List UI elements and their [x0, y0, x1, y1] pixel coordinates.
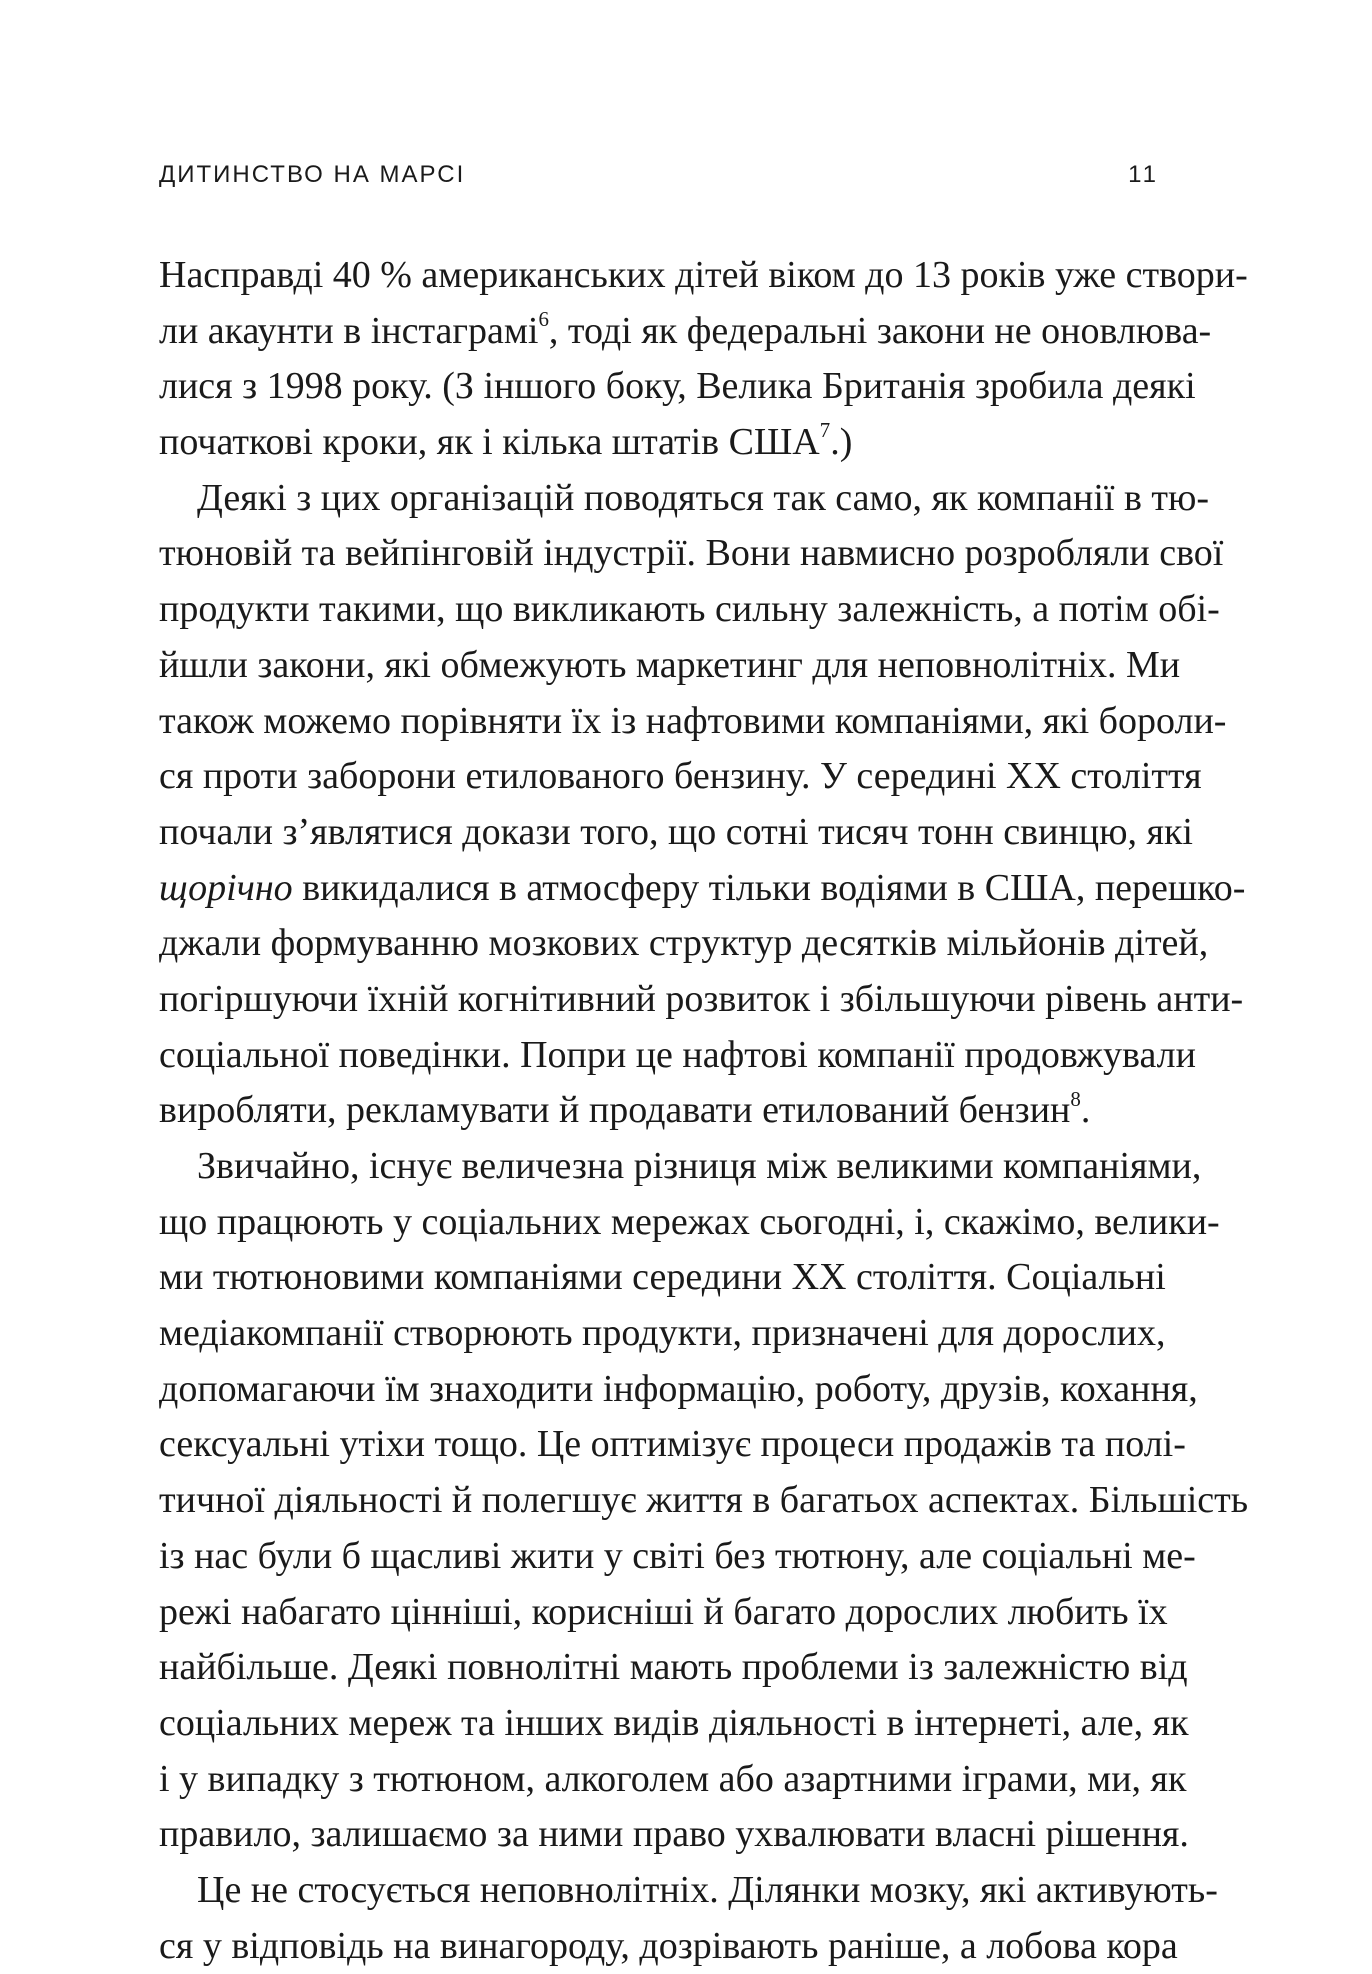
footnote-ref: 6: [538, 306, 549, 331]
text-line: і у випадку з тютюном, алкоголем або азартними іграми, ми, як: [159, 1757, 1187, 1800]
text-line: джали формуванню мозкових структур десятків мільйонів дітей,: [159, 922, 1209, 965]
emphasis: щорічно: [159, 866, 293, 909]
text-line: продукти такими, що викликають сильну залежність, а потім обі-: [159, 588, 1220, 631]
text-line: сексуальні утіхи тощо. Це оптимізує процеси продажів та полі-: [159, 1423, 1186, 1466]
text-line: найбільше. Деякі повнолітні мають проблеми із залежністю від: [159, 1646, 1188, 1689]
text-line: режі набагато цінніші, корисніші й багато дорослих любить їх: [159, 1590, 1168, 1633]
text-line: тюновій та вейпінговій індустрії. Вони навмисно розробляли свої: [159, 532, 1224, 575]
text-line: також можемо порівняти їх із нафтовими компаніями, які бороли-: [159, 699, 1227, 742]
text-line: виробляти, рекламувати й продавати етилований бензин$^8$.: [159, 1086, 1091, 1132]
text-line: почали з’являтися докази того, що сотні тисяч тонн свинцю, які: [159, 810, 1193, 853]
text-line: медіакомпанії створюють продукти, призначені для дорослих,: [159, 1312, 1166, 1355]
text-line: ся проти заборони етилованого бензину. У середині XX століття: [159, 755, 1202, 798]
text-line: йшли закони, які обмежують маркетинг для неповнолітніх. Ми: [159, 643, 1181, 686]
text-line: соціальної поведінки. Попри це нафтові компанії продовжували: [159, 1033, 1196, 1076]
running-title: ДИТИНСТВО НА МАРСІ: [159, 161, 466, 188]
text-line: ся у відповідь на винагороду, дозрівають раніше, а лобова кора: [159, 1924, 1178, 1967]
text-line: Насправді 40 % американських дітей віком до 13 років уже створи-: [159, 254, 1248, 296]
body-text: [159, 248, 1249, 1974]
running-header: [159, 161, 1159, 201]
text-line: лися з 1998 року. (З іншого боку, Велика Британія зробила деякі: [159, 365, 1196, 408]
page-number: 11: [1128, 161, 1159, 188]
text-line: Це не стосується неповнолітніх. Ділянки мозку, які активують-: [197, 1868, 1218, 1911]
text-line: Звичайно, існує величезна різниця між великими компаніями,: [197, 1145, 1202, 1187]
text-line: погіршуючи їхній когнітивний розвиток і збільшуючи рівень анти-: [159, 977, 1244, 1020]
text-line: ли акаунти в інстаграмі$^6$, тоді як федеральні закони не оновлюва-: [159, 306, 1212, 352]
text-line: правило, залишаємо за ними право ухвалювати власні рішення.: [159, 1813, 1189, 1856]
text-line: щорічно викидалися в атмосферу тільки водіями в США, перешко-: [159, 866, 1246, 909]
text-line: із нас були б щасливі жити у світі без тютюну, але соціальні ме-: [159, 1534, 1196, 1577]
footnote-ref: 8: [1070, 1086, 1081, 1111]
text-line: ми тютюновими компаніями середини XX століття. Соціальні: [159, 1256, 1166, 1299]
text-line: тичної діяльності й полегшує життя в багатьох аспектах. Більшість: [159, 1479, 1249, 1522]
text-line: соціальних мереж та інших видів діяльності в інтернеті, але, як: [159, 1701, 1189, 1744]
text-line: початкові кроки, як і кілька штатів США$^7$.): [159, 418, 853, 464]
text-line: допомагаючи їм знаходити інформацію, роботу, друзів, кохання,: [159, 1367, 1198, 1410]
footnote-ref: 7: [819, 418, 831, 443]
text-line: що працюють у соціальних мережах сьогодні, і, скажімо, велики-: [159, 1200, 1220, 1243]
text-line: Деякі з цих організацій поводяться так само, як компанії в тю-: [197, 476, 1210, 519]
